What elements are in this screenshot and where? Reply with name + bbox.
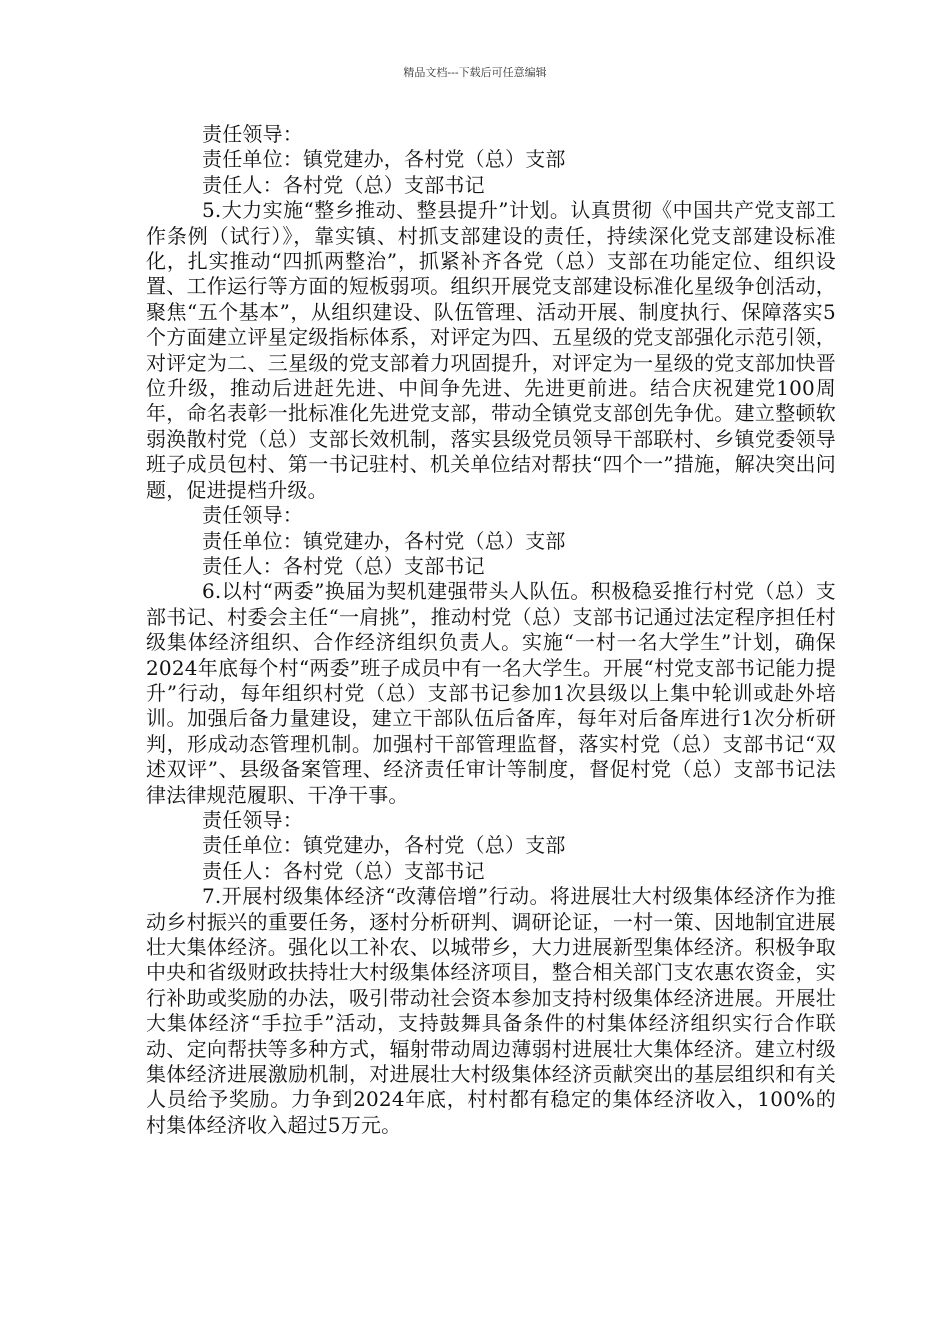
- paragraph: 7.开展村级集体经济“改薄倍增”行动。将进展壮大村级集体经济作为推动乡村振兴的重要任务，逐村分析研判、调研论证，一村一策、因地制宜进展壮大集体经济。强化以工补农、以城带乡，大力进展新型集体经济。积极争取中央和省级财政扶持壮大村级集体经济项目，整合相关部门支农惠农资金，实行补助或奖励的办法，吸引带动社会资本参加支持村级集体经济进展。开展壮大集体经济“手拉手”活动，支持鼓舞具备条件的村集体经济组织实行合作联动、定向帮扶等多种方式，辐射带动周边薄弱村进展壮大集体经济。建立村级集体经济进展激励机制，对进展壮大村级集体经济贡献突出的基层组织和有关人员给予奖励。力争到2024年底，村村都有稳定的集体经济收入，100%的村集体经济收入超过5万元。: [146, 884, 836, 1137]
- paragraph: 责任单位：镇党建办，各村党（总）支部: [202, 528, 566, 553]
- document-body: [146, 122, 836, 1138]
- paragraph: 责任人：各村党（总）支部书记: [202, 858, 485, 883]
- paragraph: 责任领导：: [202, 807, 303, 832]
- paragraph: 5.大力实施“整乡推动、整县提升”计划。认真贯彻《中国共产党支部工作条例（试行）》，靠实镇、村抓支部建设的责任，持续深化党支部建设标准化，扎实推动“四抓两整治”，抓紧补齐各党（总）支部在功能定位、组织设置、工作运行等方面的短板弱项。组织开展党支部建设标准化星级争创活动，聚焦“五个基本”，从组织建设、队伍管理、活动开展、制度执行、保障落实5个方面建立评星定级指标体系，对评定为四、五星级的党支部强化示范引领，对评定为二、三星级的党支部着力巩固提升，对评定为一星级的党支部加快晋位升级，推动后进赶先进、中间争先进、先进更前进。结合庆祝建党100周年，命名表彰一批标准化先进党支部，带动全镇党支部创先争优。建立整顿软弱涣散村党（总）支部长效机制，落实县级党员领导干部联村、乡镇党委领导班子成员包村、第一书记驻村、机关单位结对帮扶“四个一”措施，解决突出问题，促进提档升级。: [146, 198, 836, 502]
- paragraph: 6.以村“两委”换届为契机建强带头人队伍。积极稳妥推行村党（总）支部书记、村委会主任“一肩挑”，推动村党（总）支部书记通过法定程序担任村级集体经济组织、合作经济组织负责人。实施“一村一名大学生”计划，确保2024年底每个村“两委”班子成员中有一名大学生。开展“村党支部书记能力提升”行动，每年组织村党（总）支部书记参加1次县级以上集中轮训或赴外培训。加强后备力量建设，建立干部队伍后备库，每年对后备库进行1次分析研判，形成动态管理机制。加强村干部管理监督，落实村党（总）支部书记“双述双评”、县级备案管理、经济责任审计等制度，督促村党（总）支部书记法律法律规范履职、干净干事。: [146, 579, 836, 807]
- paragraph: 责任单位：镇党建办，各村党（总）支部: [202, 147, 566, 172]
- paragraph: 责任领导：: [202, 503, 303, 528]
- page-header: 精品文档---下载后可任意编辑: [403, 66, 547, 79]
- paragraph: 责任人：各村党（总）支部书记: [202, 553, 485, 578]
- paragraph: 责任人：各村党（总）支部书记: [202, 172, 485, 197]
- paragraph: 责任领导：: [202, 122, 303, 146]
- paragraph: 责任单位：镇党建办，各村党（总）支部: [202, 833, 566, 858]
